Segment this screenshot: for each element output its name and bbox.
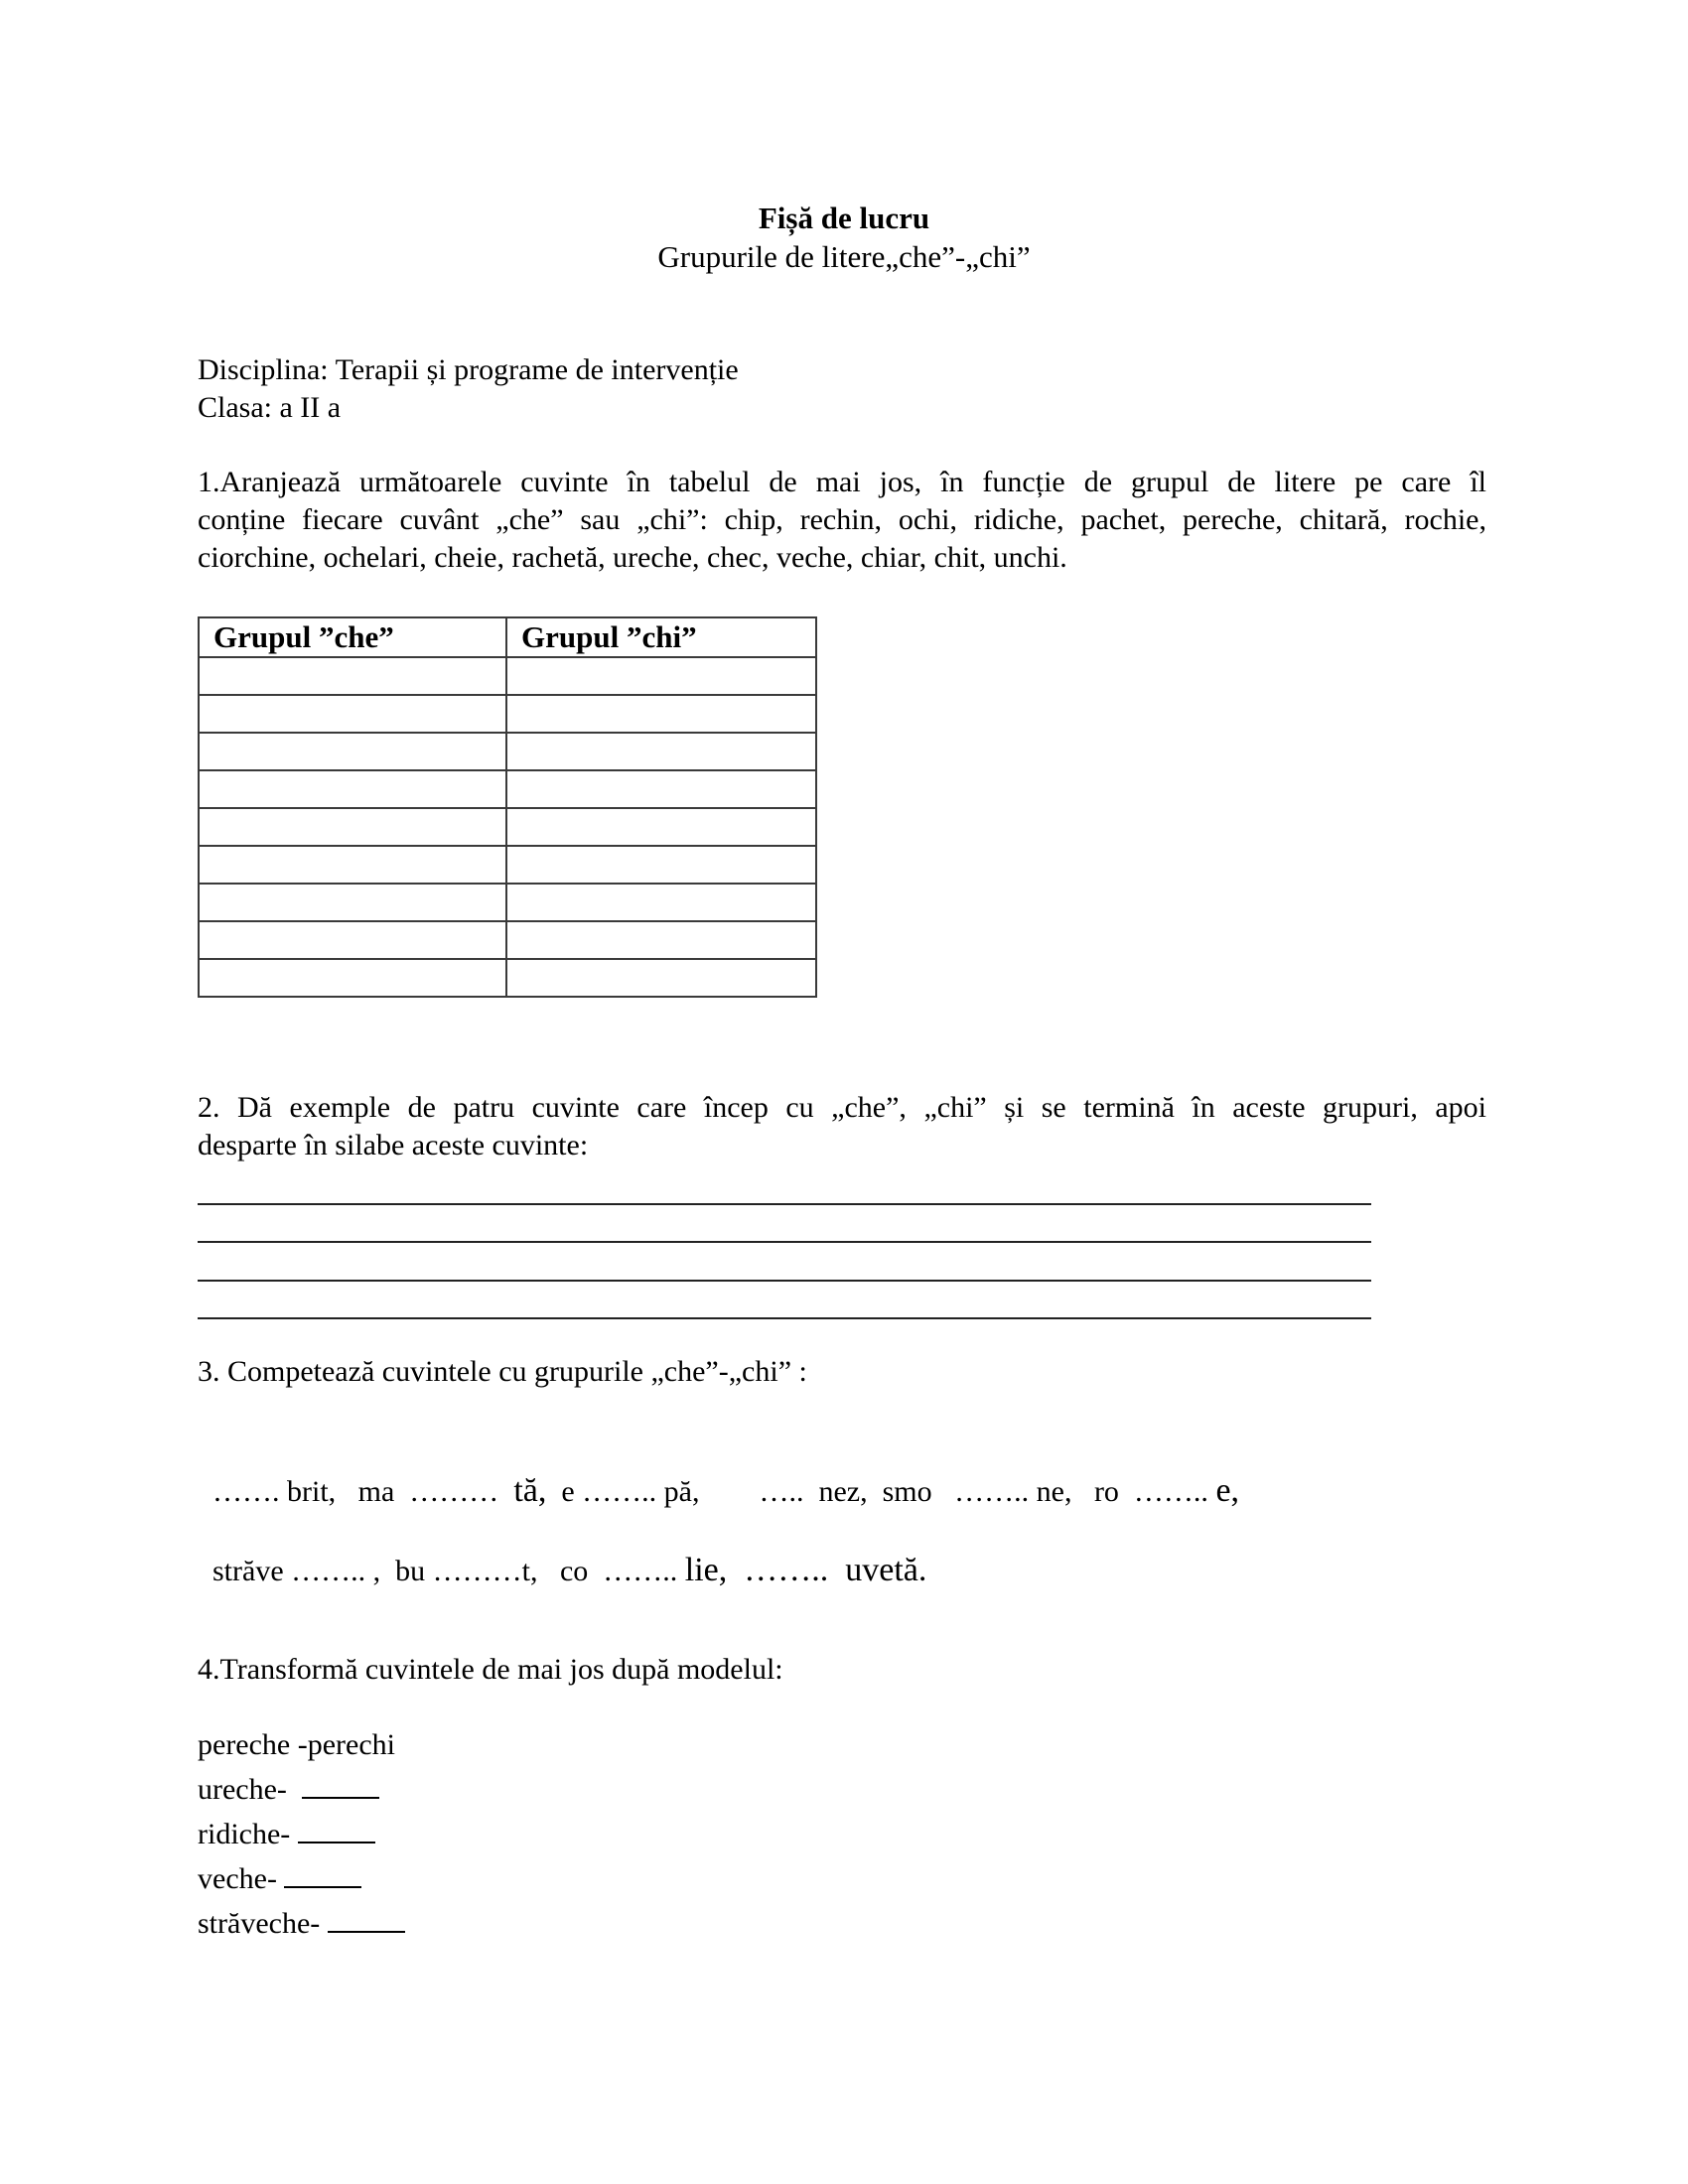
exercise-2-line: desparte în silabe aceste cuvinte: xyxy=(198,1129,589,1161)
table-row xyxy=(199,884,816,921)
worksheet-title: Fișă de lucru xyxy=(758,201,930,235)
fill-in-text: străve …….. , bu ………t, co …….. xyxy=(212,1555,685,1587)
che-cell[interactable] xyxy=(199,884,506,921)
table-row xyxy=(199,770,816,808)
word-sort-table xyxy=(198,616,817,998)
che-cell[interactable] xyxy=(199,959,506,997)
exercise-4-instructions: 4.Transformă cuvintele de mai jos după modelul: xyxy=(198,1653,783,1686)
table-row xyxy=(199,657,816,695)
worksheet-subtitle: Grupurile de litere„che”-„chi” xyxy=(657,239,1031,274)
column-header-chi: Grupul ”chi” xyxy=(506,617,816,657)
fill-in-text: e, xyxy=(1215,1472,1240,1509)
table-row xyxy=(199,959,816,997)
answer-line[interactable] xyxy=(198,1241,1371,1243)
answer-blank[interactable] xyxy=(298,1842,375,1843)
answer-blank[interactable] xyxy=(328,1931,405,1933)
chi-cell[interactable] xyxy=(506,657,816,695)
chi-cell[interactable] xyxy=(506,846,816,884)
che-cell[interactable] xyxy=(199,733,506,770)
chi-cell[interactable] xyxy=(506,770,816,808)
column-header-che: Grupul ”che” xyxy=(199,617,506,657)
transform-item-word: ridiche- xyxy=(198,1818,298,1850)
exercise-1-line: ciorchine, ochelari, cheie, rachetă, ureche, chec, veche, chiar, chit, unchi. xyxy=(198,541,1067,574)
exercise-3-row-1 xyxy=(198,1438,1239,1510)
chi-cell[interactable] xyxy=(506,884,816,921)
table-row xyxy=(199,808,816,846)
transform-item-word: străveche- xyxy=(198,1907,328,1940)
model-example: pereche -perechi xyxy=(198,1728,396,1761)
che-cell[interactable] xyxy=(199,695,506,733)
chi-cell[interactable] xyxy=(506,959,816,997)
chi-cell[interactable] xyxy=(506,808,816,846)
transform-item-word: ureche- xyxy=(198,1773,302,1806)
fill-in-text: ……. brit, ma ……… xyxy=(212,1475,514,1508)
che-cell[interactable] xyxy=(199,846,506,884)
exercise-3-row-2 xyxy=(198,1518,926,1589)
exercise-2-instructions xyxy=(198,1089,1486,1164)
transform-item xyxy=(198,1864,361,1894)
transform-item xyxy=(198,1909,405,1939)
answer-line[interactable] xyxy=(198,1280,1371,1282)
answer-blank[interactable] xyxy=(284,1886,361,1888)
class-label: Clasa: a II a xyxy=(198,391,342,424)
transform-item xyxy=(198,1775,379,1805)
chi-cell[interactable] xyxy=(506,921,816,959)
transform-item-word: veche- xyxy=(198,1862,285,1895)
transform-item xyxy=(198,1820,375,1849)
chi-cell[interactable] xyxy=(506,695,816,733)
answer-line[interactable] xyxy=(198,1203,1371,1205)
exercise-1-line: conține fiecare cuvânt „che” sau „chi”: chip, rechin, ochi, ridiche, pachet, pereche, chitară, rochie, xyxy=(198,503,1486,536)
che-cell[interactable] xyxy=(199,770,506,808)
table-row xyxy=(199,846,816,884)
discipline-label: Disciplina: Terapii și programe de intervenție xyxy=(198,353,739,386)
che-cell[interactable] xyxy=(199,921,506,959)
chi-cell[interactable] xyxy=(506,733,816,770)
table-row xyxy=(199,733,816,770)
che-cell[interactable] xyxy=(199,657,506,695)
table-row xyxy=(199,695,816,733)
che-cell[interactable] xyxy=(199,808,506,846)
fill-in-text: e …….. pă, ….. nez, smo …….. ne, ro …….. xyxy=(546,1475,1216,1508)
exercise-1-instructions xyxy=(198,464,1486,577)
fill-in-text: lie, …….. uvetă. xyxy=(684,1552,927,1588)
exercise-1-line: 1.Aranjează următoarele cuvinte în tabelul de mai jos, în funcție de grupul de litere pe care îl xyxy=(198,466,1486,498)
exercise-3-instructions: 3. Competează cuvintele cu grupurile „che”-„chi” : xyxy=(198,1355,807,1388)
answer-line[interactable] xyxy=(198,1317,1371,1319)
fill-in-text: tă, xyxy=(513,1472,547,1509)
table-header-row xyxy=(199,617,816,657)
answer-blank[interactable] xyxy=(302,1797,379,1799)
table-row xyxy=(199,921,816,959)
exercise-2-line: 2. Dă exemple de patru cuvinte care încep cu „che”, „chi” și se termină în aceste grupuri, apoi xyxy=(198,1091,1486,1124)
